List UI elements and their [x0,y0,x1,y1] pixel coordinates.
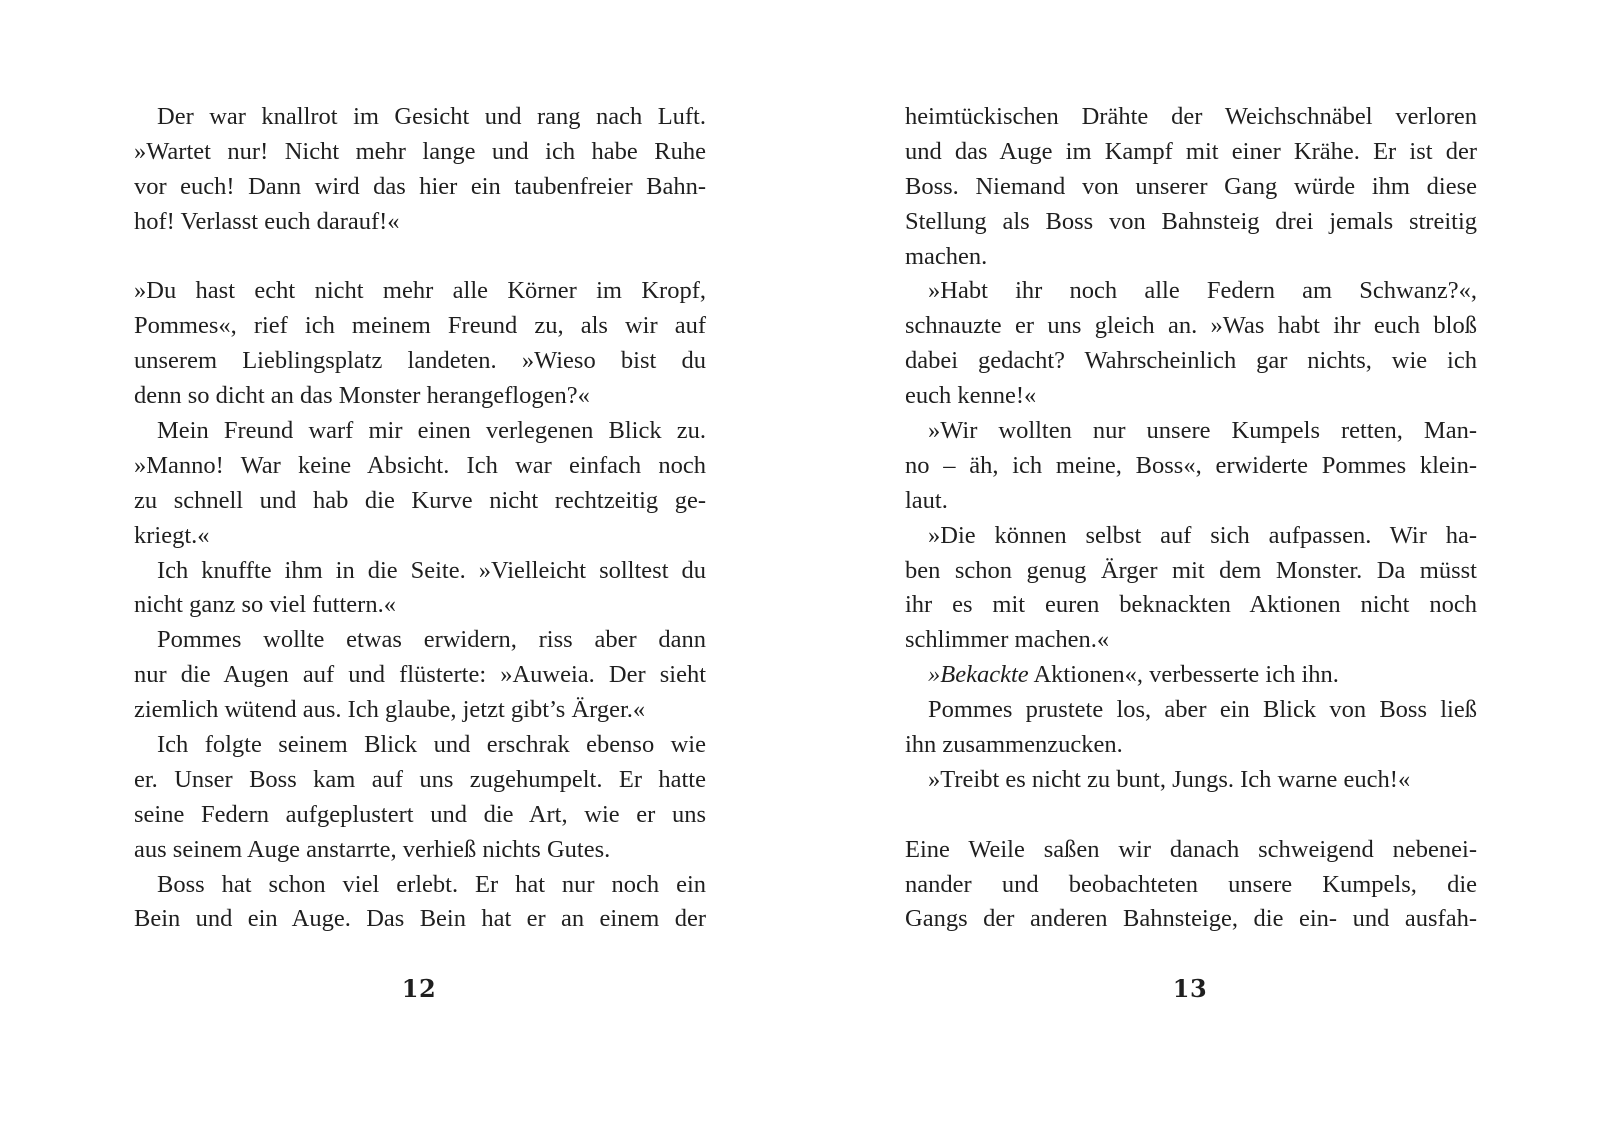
text-line: euch kenne!« [905,382,1037,410]
text-line: »Wartet nur! Nicht mehr lange und ich habe Ruhe [134,137,706,165]
italic-word: »Bekackte [928,661,1029,689]
text-line: Pommes prustete los, aber ein Blick von Boss ließ [928,696,1477,724]
text-line: zu schnell und hab die Kurve nicht rechtzeitig ge- [134,486,706,514]
text-line: laut. [905,486,948,514]
text-line: denn so dicht an das Monster herangeflogen?« [134,382,590,410]
text-line: dabei gedacht? Wahrscheinlich gar nichts, wie ich [905,347,1477,375]
text-line: no – äh, ich meine, Boss«, erwiderte Pommes klein- [905,451,1477,479]
text-line: ihr es mit euren beknackten Aktionen nicht noch [905,591,1477,619]
text-line: Eine Weile saßen wir danach schweigend nebenei- [905,835,1477,863]
text-line: kriegt.« [134,521,210,549]
text-line: »Habt ihr noch alle Federn am Schwanz?«, [928,277,1477,305]
blank-line [905,798,1477,833]
text-line-rest: Aktionen«, verbesserte ich ihn. [1033,661,1339,689]
text-line: ben schon genug Ärger mit dem Monster. Da müsst [905,556,1477,584]
text-line: nur die Augen auf und flüsterte: »Auweia. Der sieht [134,661,706,689]
text-line: nander und beobachteten unsere Kumpels, die [905,870,1477,898]
text-line: Stellung als Boss von Bahnsteig drei jemals streitig [905,207,1477,235]
text-line: er. Unser Boss kam auf uns zugehumpelt. Er hatte [134,765,706,793]
text-line: Pommes wollte etwas erwidern, riss aber dann [157,626,706,654]
text-line: unserem Lieblingsplatz landeten. »Wieso bist du [134,347,706,375]
text-line: Mein Freund warf mir einen verlegenen Blick zu. [157,417,706,445]
text-line-italic [905,658,1477,693]
text-line: Bein und ein Auge. Das Bein hat er an einem der [134,905,706,933]
blank-line [134,240,706,275]
text-line: ziemlich wütend aus. Ich glaube, jetzt gibt’s Ärger.« [134,696,646,724]
text-line: machen. [905,242,988,270]
text-line: »Die können selbst auf sich aufpassen. Wir ha- [928,521,1477,549]
text-line: ihn zusammenzucken. [905,731,1123,759]
text-line: vor euch! Dann wird das hier ein taubenfreier Bahn- [134,172,706,200]
text-line: »Treibt es nicht zu bunt, Jungs. Ich warne euch!« [928,765,1411,793]
text-line: Boss hat schon viel erlebt. Er hat nur noch ein [157,870,706,898]
text-line: aus seinem Auge anstarrte, verhieß nichts Gutes. [134,835,611,863]
text-line: Ich folgte seinem Blick und erschrak ebenso wie [157,731,706,759]
text-line: heimtückischen Drähte der Weichschnäbel verloren [905,103,1477,130]
text-line: Gangs der anderen Bahnsteige, die ein- und ausfah- [905,905,1477,933]
text-line: »Manno! War keine Absicht. Ich war einfach noch [134,451,706,479]
text-line: seine Federn aufgeplustert und die Art, wie er uns [134,800,706,828]
page-number-left: 12 [401,974,437,1003]
text-line: und das Auge im Kampf mit einer Krähe. Er ist der [905,137,1477,165]
right-page [905,100,1477,937]
text-line: Der war knallrot im Gesicht und rang nach Luft. [157,103,706,130]
text-line: Ich knuffte ihm in die Seite. »Vielleicht solltest du [157,556,706,584]
text-line: Boss. Niemand von unserer Gang würde ihm diese [905,172,1477,200]
text-line: nicht ganz so viel futtern.« [134,591,396,619]
text-line: »Wir wollten nur unsere Kumpels retten, Man- [928,417,1477,445]
text-line: schnauzte er uns gleich an. »Was habt ihr euch bloß [905,312,1477,340]
text-line: Pommes«, rief ich meinem Freund zu, als wir auf [134,312,706,340]
text-line: hof! Verlasst euch darauf!« [134,207,400,235]
page-number-right: 13 [1172,974,1208,1003]
left-page [134,100,706,937]
text-line: »Du hast echt nicht mehr alle Körner im Kropf, [134,277,706,305]
text-line: schlimmer machen.« [905,626,1110,654]
